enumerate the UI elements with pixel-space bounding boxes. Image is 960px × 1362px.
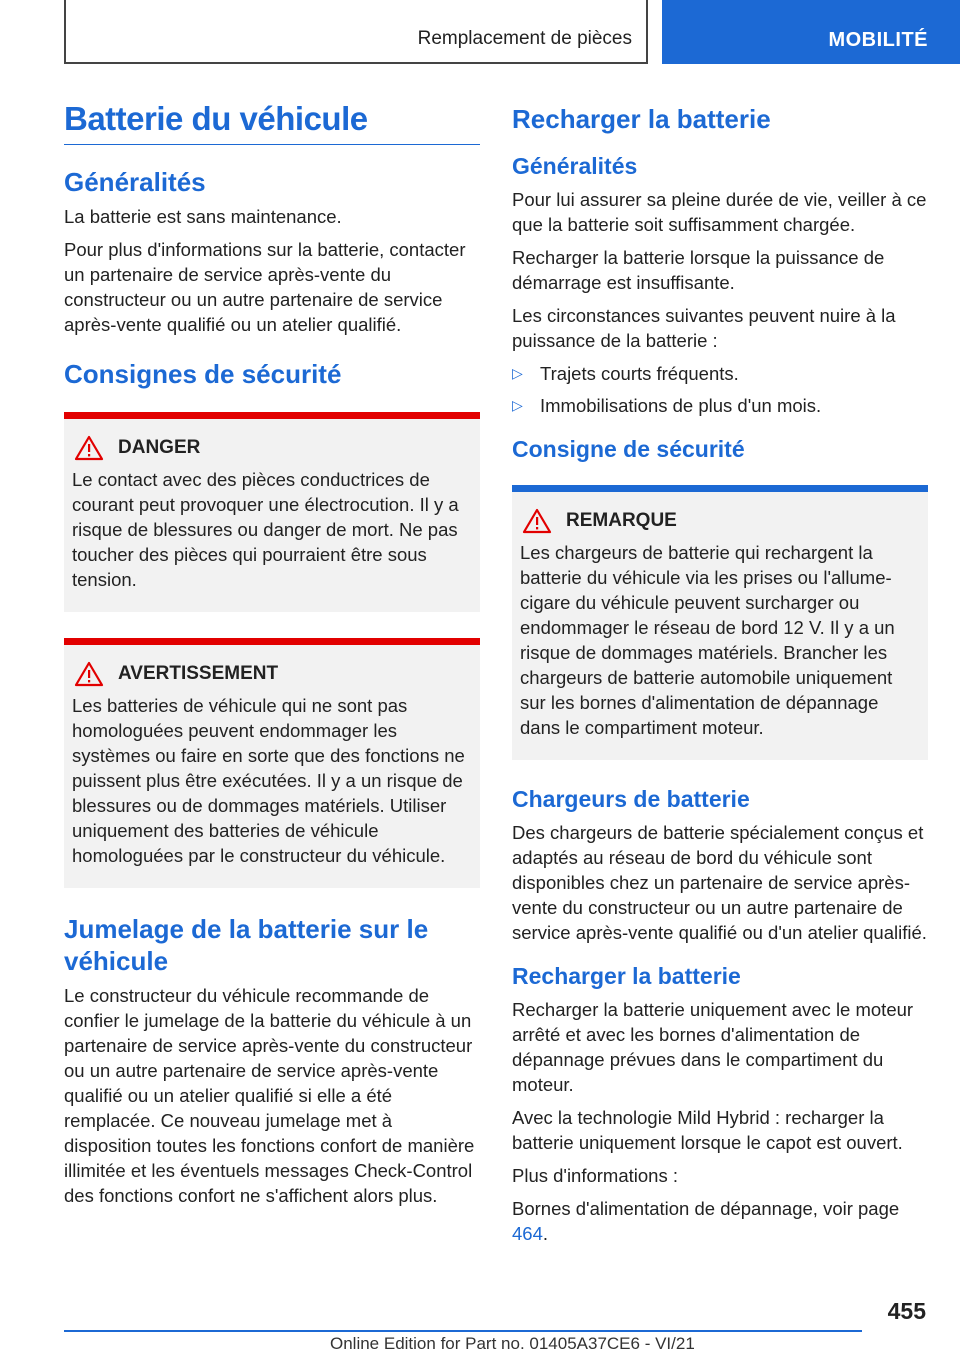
header-chapter-tab[interactable] — [662, 0, 960, 64]
paragraph: Recharger la batterie uniquement avec le moteur arrêté et avec les bornes d'alimentation de dépannage prévues dans le compartiment du moteur. — [512, 998, 914, 1095]
danger-label: DANGER — [118, 437, 201, 459]
paragraph: Le constructeur du véhicule recommande de confier le jumelage de la batterie du véhicule à un partenaire de service après-vente du constructeur ou un autre partenaire de service après-vente qualifié ou un atelier qualifié si elle a été remplacée. Ce nouveau jumelage met à disposition toutes les fonctions confort de manière illimitée et les éventuels messages Check-Control des fonctions confort ne s'affichent alors plus. — [64, 984, 475, 1206]
bullet-list — [512, 361, 928, 418]
heading-jumelage: Jumelage de la batterie sur le véhicule — [64, 914, 429, 976]
paragraph: Avec la technologie Mild Hybrid : recharger la batterie uniquement lorsque le capot est ouvert. — [512, 1106, 903, 1153]
avertissement-label: AVERTISSEMENT — [118, 663, 279, 685]
avertissement-header — [72, 661, 472, 687]
paragraph: La batterie est sans maintenance. — [64, 206, 342, 228]
paragraph: Pour lui assurer sa pleine durée de vie, veiller à ce que la batterie soit suffisamment chargée. — [512, 188, 927, 235]
right-column — [512, 100, 928, 1254]
text: Bornes d'alimentation de dépannage, voir page — [512, 1197, 900, 1219]
heading-generalites: Généralités — [64, 167, 206, 197]
footer-edition: Online Edition for Part no. 01405A37CE6 - VI/21 — [330, 1334, 695, 1353]
heading-chargeurs: Chargeurs de batterie — [512, 786, 750, 813]
list-item — [512, 361, 928, 386]
remarque-box — [512, 485, 928, 760]
warning-triangle-icon — [74, 661, 104, 687]
list-item-text: Immobilisations de plus d'un mois. — [540, 394, 822, 416]
page-title: Batterie du véhicule — [64, 100, 480, 145]
paragraph: Plus d'informations : — [512, 1164, 678, 1186]
header-chapter-title: MOBILITÉ — [828, 29, 928, 51]
list-item-text: Trajets courts fréquents. — [540, 362, 739, 384]
paragraph-with-link — [512, 1196, 928, 1246]
list-item — [512, 393, 928, 418]
paragraph: Pour plus d'informations sur la batterie, contacter un partenaire de service après-vente du constructeur ou un autre partenaire de service après-vente qualifié ou un atelier qualifié. — [64, 239, 466, 336]
warning-triangle-icon — [74, 435, 104, 461]
avertissement-box — [64, 638, 480, 888]
header-section-title: Remplacement de pièces — [417, 28, 632, 49]
header-section-tab — [64, 0, 648, 64]
triangle-right-icon: ▷ — [512, 364, 523, 381]
left-column — [64, 100, 480, 1216]
danger-header — [72, 435, 472, 461]
text: . — [542, 1222, 549, 1244]
heading-recharger-batterie: Recharger la batterie — [512, 104, 771, 134]
page-link[interactable]: 464 — [512, 1222, 543, 1244]
page-number: 455 — [887, 1298, 926, 1324]
warning-triangle-icon — [522, 508, 552, 534]
remarque-text: Les chargeurs de batterie qui rechargent la batterie du véhicule via les prises ou l'allume-cigare du véhicule peuvent surcharger ou endommager le réseau de bord 12 V. Il y a un risque de dommages matériels. Brancher les chargeurs de batterie automobile uniquement sur les bornes d'alimentation de dépannage dans le compartiment moteur. — [520, 542, 895, 739]
heading-generalites: Généralités — [512, 153, 638, 180]
remarque-header — [520, 508, 920, 534]
danger-box — [64, 412, 480, 612]
heading-consigne: Consigne de sécurité — [512, 435, 745, 462]
avertissement-text: Les batteries de véhicule qui ne sont pas homologuées peuvent endommager les systèmes ou faire en sorte que des fonctions ne puissent plus être exécutées. Il y a un risque de blessures ou de dommages matériels. Utiliser uniquement des batteries de véhicule homologuées par le constructeur du véhicule. — [72, 695, 465, 867]
remarque-label: REMARQUE — [566, 510, 677, 532]
footer-divider — [64, 1330, 862, 1332]
paragraph: Recharger la batterie lorsque la puissance de démarrage est insuffisante. — [512, 246, 885, 293]
triangle-right-icon: ▷ — [512, 396, 523, 413]
paragraph: Les circonstances suivantes peuvent nuire à la puissance de la batterie : — [512, 304, 896, 351]
heading-recharger: Recharger la batterie — [512, 962, 741, 989]
paragraph: Des chargeurs de batterie spécialement conçus et adaptés au réseau de bord du véhicule sont disponibles chez un partenaire de service après-vente du constructeur ou un autre partenaire de service après-vente qualifié ou d'un atelier qualifié. — [512, 821, 927, 943]
danger-text: Le contact avec des pièces conductrices de courant peut provoquer une électrocution. Il y a risque de blessures ou danger de mort. Ne pas toucher des pièces qui pourraient être sous tension. — [72, 469, 459, 591]
heading-consignes: Consignes de sécurité — [64, 359, 342, 390]
